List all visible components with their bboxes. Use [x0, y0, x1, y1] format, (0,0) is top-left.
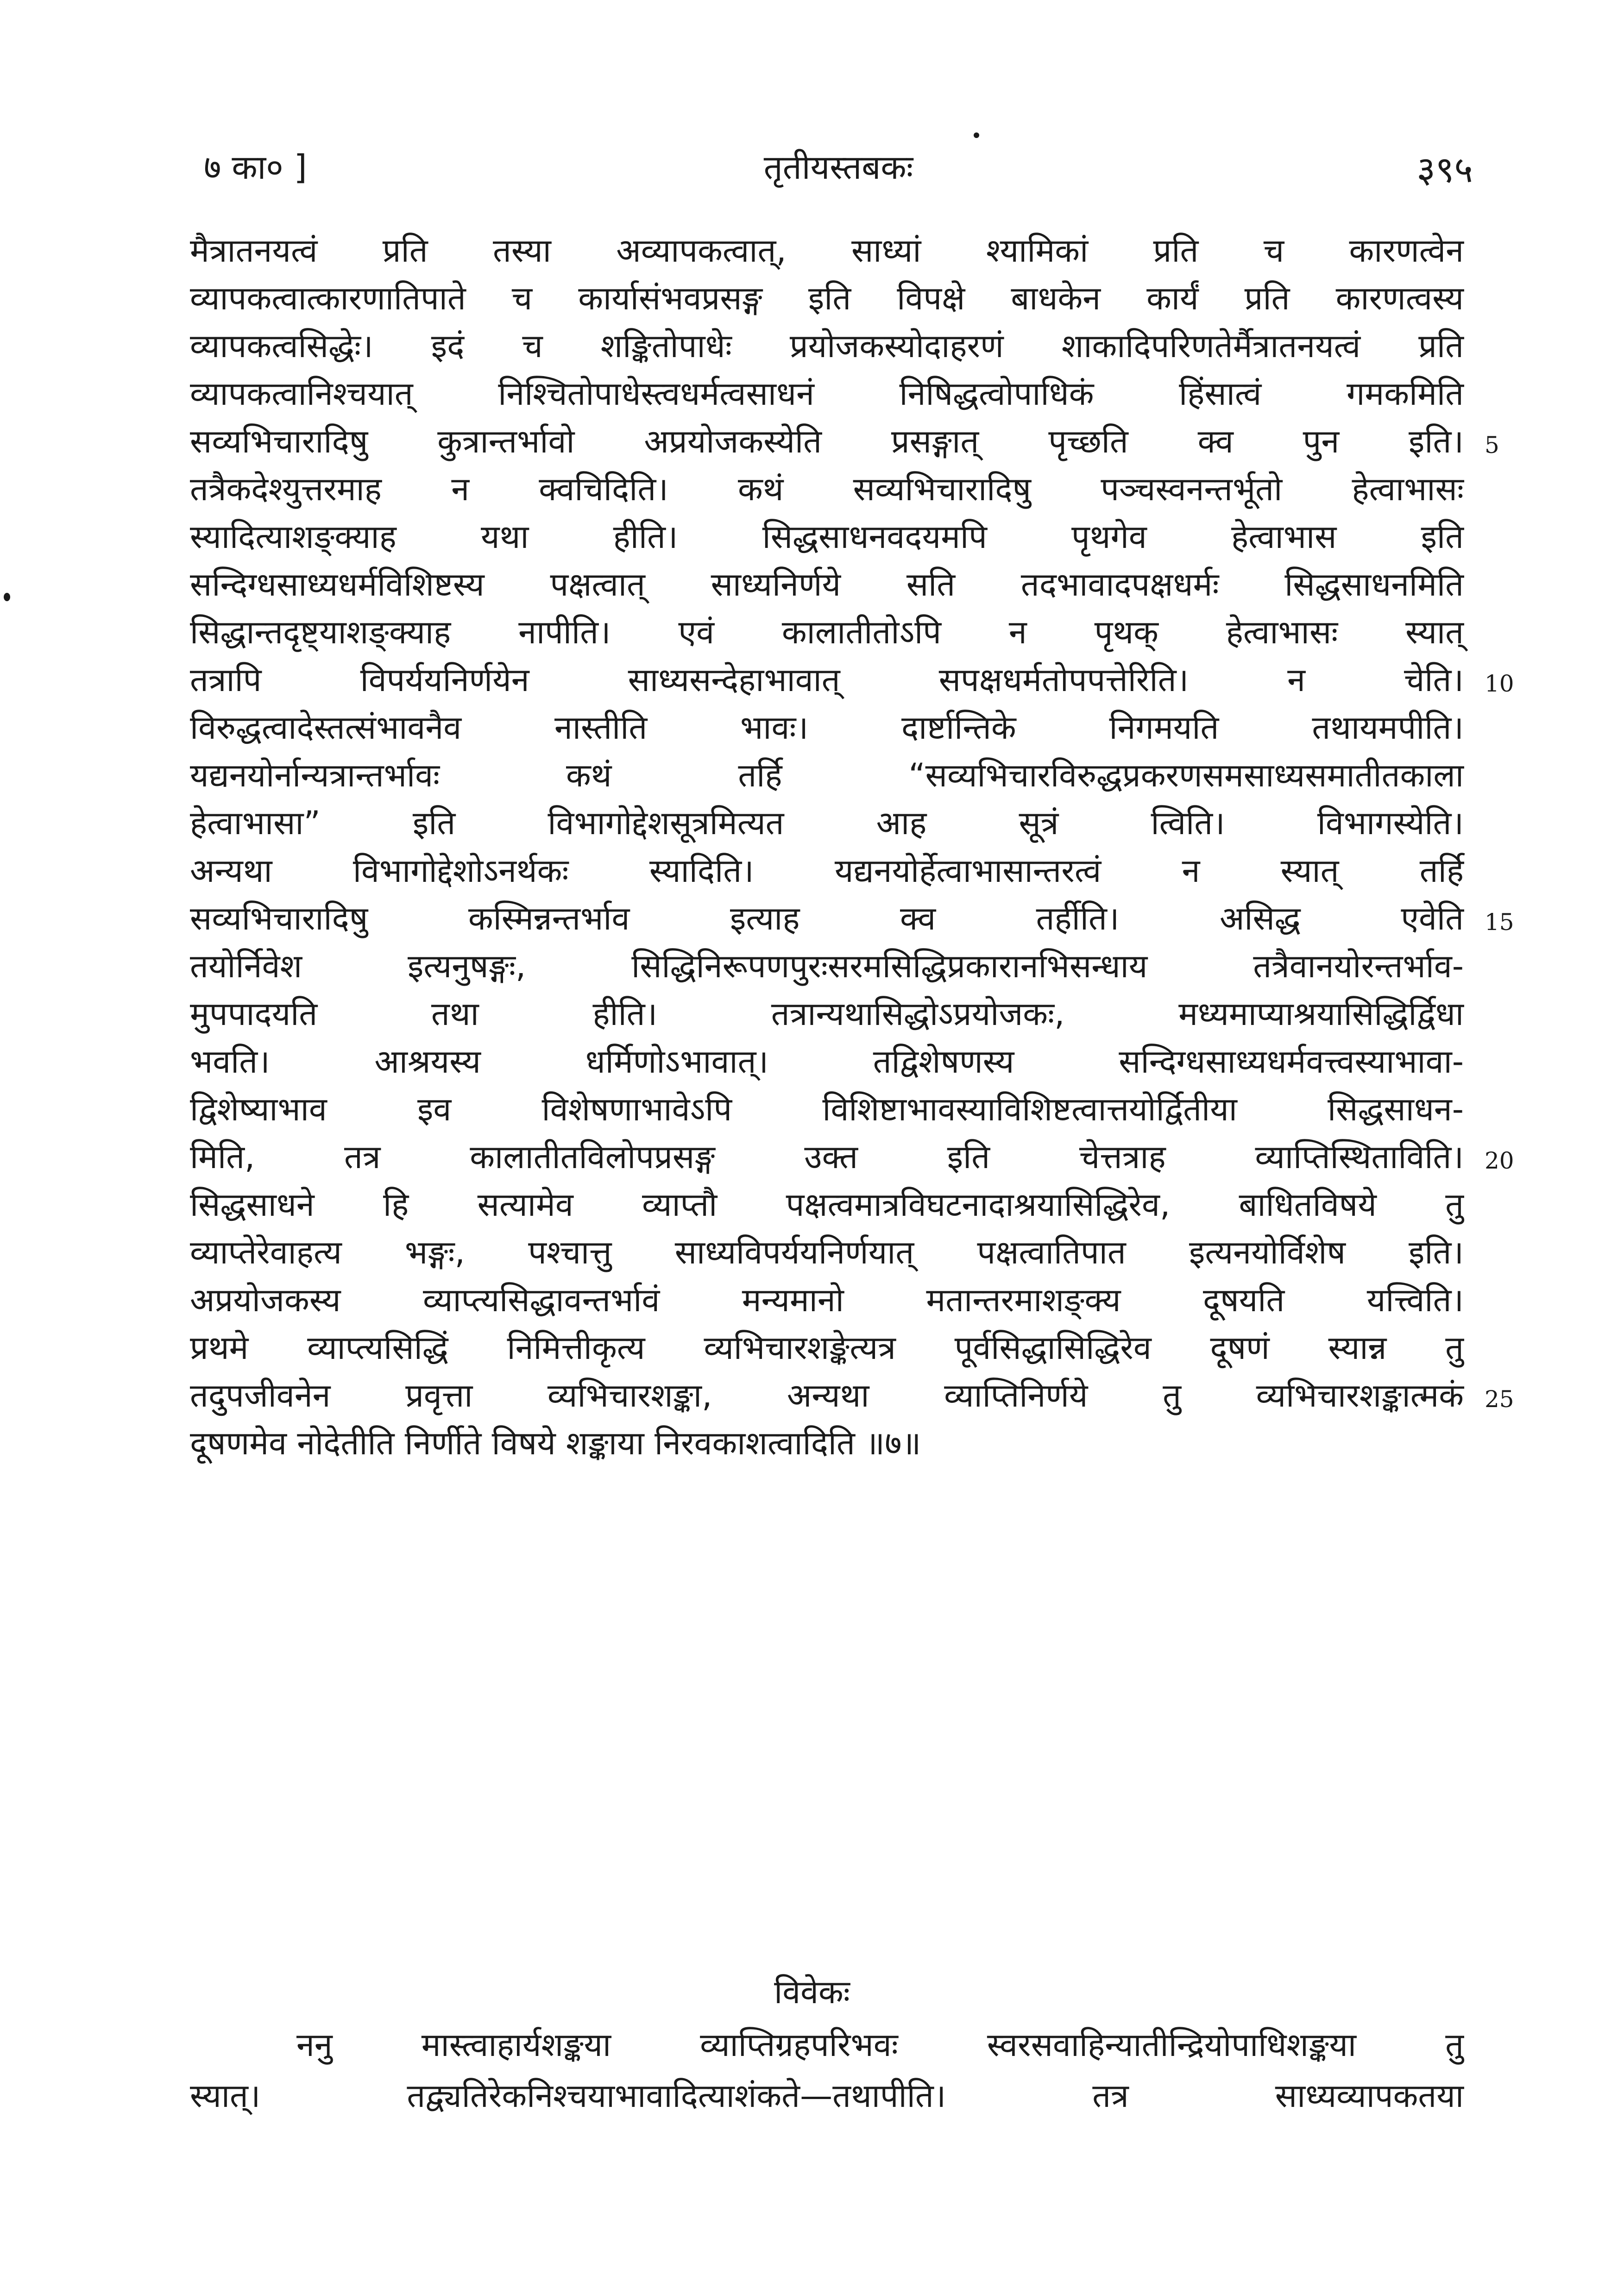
text-line: [190, 1372, 1514, 1420]
text-line: [190, 990, 1464, 1038]
text-line: [190, 513, 1464, 561]
running-title: तृतीयस्तबकः: [763, 148, 913, 187]
text-line: [190, 418, 1499, 465]
viveka-text: [190, 2019, 1464, 2121]
text-line: [190, 656, 1514, 704]
line-text: तदुपजीवनेन प्रवृत्ता व्यभिचारशङ्का, अन्यथा व्याप्तिनिर्णये तु व्यभिचारशङ्कात्मकं: [190, 1377, 1464, 1414]
text-line: [190, 1324, 1464, 1372]
line-text: व्यापकत्वसिद्धेः। इदं च शङ्कितोपाधेः प्रयोजकस्योदाहरणं शाकादिपरिणतेर्मैत्रातनयत्वं प्रति: [190, 327, 1464, 365]
line-number: 15: [1485, 909, 1514, 936]
line-text: सन्दिग्धसाध्यधर्मविशिष्टस्य पक्षत्वात् साध्यनिर्णये सति तदभावादपक्षधर्मः सिद्धसाधनमिति: [190, 566, 1464, 603]
line-number: 25: [1485, 1386, 1514, 1413]
text-line: [190, 704, 1464, 752]
line-text: प्रथमे व्याप्त्यसिद्धिं निमित्तीकृत्य व्यभिचारशङ्केत्यत्र पूर्वसिद्धासिद्धिरेव दूषणं स्यान्न तु: [190, 1329, 1464, 1367]
text-line: [190, 370, 1464, 418]
line-text: मुपपादयति तथा हीति। तत्रान्यथासिद्धोऽप्रयोजकः, मध्यमाप्याश्रयासिद्धिर्द्विधा: [190, 995, 1464, 1033]
text-line: [190, 465, 1464, 513]
page-number: ३९५: [1416, 149, 1473, 191]
line-number: 20: [1485, 1147, 1514, 1174]
text-line: [190, 799, 1464, 847]
line-text: मिति, तत्र कालातीतविलोपप्रसङ्ग उक्त इति चेत्तत्राह व्याप्तिस्थिताविति।: [190, 1138, 1464, 1176]
text-line: [190, 943, 1464, 990]
line-text: सव्यभिचारादिषु कस्मिन्नन्तर्भाव इत्याह क्व तर्हीति। असिद्ध एवेति: [190, 899, 1464, 937]
line-text: तत्रैकदेश्युत्तरमाह न क्वचिदिति। कथं सव्यभिचारादिषु पञ्चस्वनन्तर्भूतो हेत्वाभासः: [190, 470, 1464, 508]
line-text: अन्यथा विभागोद्देशोऽनर्थकः स्यादिति। यद्यनयोर्हेत्वाभासान्तरत्वं न स्यात् तर्हि: [190, 852, 1464, 890]
line-text: भवति। आश्रयस्य धर्मिणोऽभावात्। तद्विशेषणस्य सन्दिग्धसाध्यधर्मवत्त्वस्याभावा-: [190, 1043, 1464, 1081]
text-line: [190, 752, 1464, 799]
line-text: स्यात्। तद्व्यतिरेकनिश्चयाभावादित्याशंकते—तथापीति। तत्र साध्यव्यापकतया: [190, 2077, 1464, 2115]
line-text: तयोर्निवेश इत्यनुषङ्गः, सिद्धिनिरूपणपुरःसरमसिद्धिप्रकारानभिसन्धाय तत्रैवानयोरन्तर्भाव-: [190, 947, 1464, 985]
line-text: द्विशेष्याभाव इव विशेषणाभावेऽपि विशिष्टाभावस्याविशिष्टत्वात्तयोर्द्वितीया सिद्धसाधन-: [190, 1090, 1464, 1128]
text-line: [190, 1276, 1464, 1324]
text-line: [190, 1229, 1464, 1276]
text-line: [190, 561, 1464, 609]
text-line: [190, 1133, 1514, 1181]
line-text: व्यापकत्वानिश्चयात् निश्चितोपाधेस्त्वधर्मत्वसाधनं निषिद्धत्वोपाधिकं हिंसात्वं गमकमिति: [190, 375, 1464, 413]
line-text: सव्यभिचारादिषु कुत्रान्तर्भावो अप्रयोजकस्येति प्रसङ्गात् पृच्छति क्व पुन इति।: [190, 422, 1464, 460]
line-text: ननु मास्त्वाहार्यशङ्कया व्याप्तिग्रहपरिभवः स्वरसवाहिन्यातीन्द्रियोपाधिशङ्कया तु: [296, 2026, 1464, 2064]
line-text: मैत्रातनयत्वं प्रति तस्या अव्यापकत्वात्, साध्यां श्यामिकां प्रति च कारणत्वेन: [190, 232, 1464, 270]
text-line: [190, 227, 1464, 275]
text-line: [190, 1038, 1464, 1086]
line-text: स्यादित्याशङ्क्याह यथा हीति। सिद्धसाधनवदयमपि पृथगेव हेत्वाभास इति: [190, 518, 1464, 556]
top-dot: [974, 132, 979, 138]
text-line: [190, 609, 1464, 656]
line-text: व्याप्तेरेवाहत्य भङ्गः, पश्चात्तु साध्यविपर्ययनिर्णयात् पक्षत्वातिपात इत्यनयोर्विशेष इति।: [190, 1233, 1464, 1271]
text-line: [190, 322, 1464, 370]
text-line: [190, 1420, 1464, 1467]
running-header: [204, 144, 1473, 199]
line-text: हेत्वाभासा” इति विभागोद्देशसूत्रमित्यत आह सूत्रं त्विति। विभागस्येति।: [190, 804, 1464, 842]
line-number: 5: [1485, 432, 1499, 459]
text-line: [190, 895, 1514, 943]
text-line: [190, 847, 1464, 895]
text-line: [190, 1086, 1464, 1133]
line-text: यद्यनयोर्नान्यत्रान्तर्भावः कथं तर्हि “सव्यभिचारविरुद्धप्रकरणसमसाध्यसमातीतकाला: [190, 756, 1464, 794]
line-number: 10: [1485, 670, 1514, 697]
viveka-heading: विवेकः: [774, 1973, 850, 2011]
commentary-text: [190, 227, 1514, 1467]
line-text: तत्रापि विपर्ययनिर्णयेन साध्यसन्देहाभावात् सपक्षधर्मतोपपत्तेरिति। न चेति।: [190, 661, 1464, 699]
text-line: [190, 1181, 1464, 1229]
viveka-line: [190, 2019, 1464, 2070]
line-text: विरुद्धत्वादेस्तत्संभावनैव नास्तीति भावः। दार्ष्टान्तिके निगमयति तथायमपीति।: [190, 709, 1464, 747]
line-text: सिद्धान्तदृष्ट्याशङ्क्याह नापीति। एवं कालातीतोऽपि न पृथक् हेत्वाभासः स्यात्: [190, 613, 1464, 651]
margin-mark: [4, 593, 10, 601]
line-text: अप्रयोजकस्य व्याप्त्यसिद्धावन्तर्भावं मन्यमानो मतान्तरमाशङ्क्य दूषयति यत्त्विति।: [190, 1281, 1464, 1319]
section-marker: ७ का० ]: [204, 148, 307, 187]
line-text: सिद्धसाधने हि सत्यामेव व्याप्तौ पक्षत्वमात्रविघटनादाश्रयासिद्धिरेव, बाधितविषये तु: [190, 1186, 1464, 1224]
text-line: [190, 275, 1464, 322]
line-text: व्यापकत्वात्कारणातिपाते च कार्यासंभवप्रसङ्ग इति विपक्षे बाधकेन कार्यं प्रति कारणत्वस्य: [190, 279, 1464, 317]
line-text: दूषणमेव नोदेतीति निर्णीते विषये शङ्काया निरवकाशत्वादिति ॥७॥: [190, 1424, 921, 1462]
viveka-line: [190, 2070, 1464, 2121]
